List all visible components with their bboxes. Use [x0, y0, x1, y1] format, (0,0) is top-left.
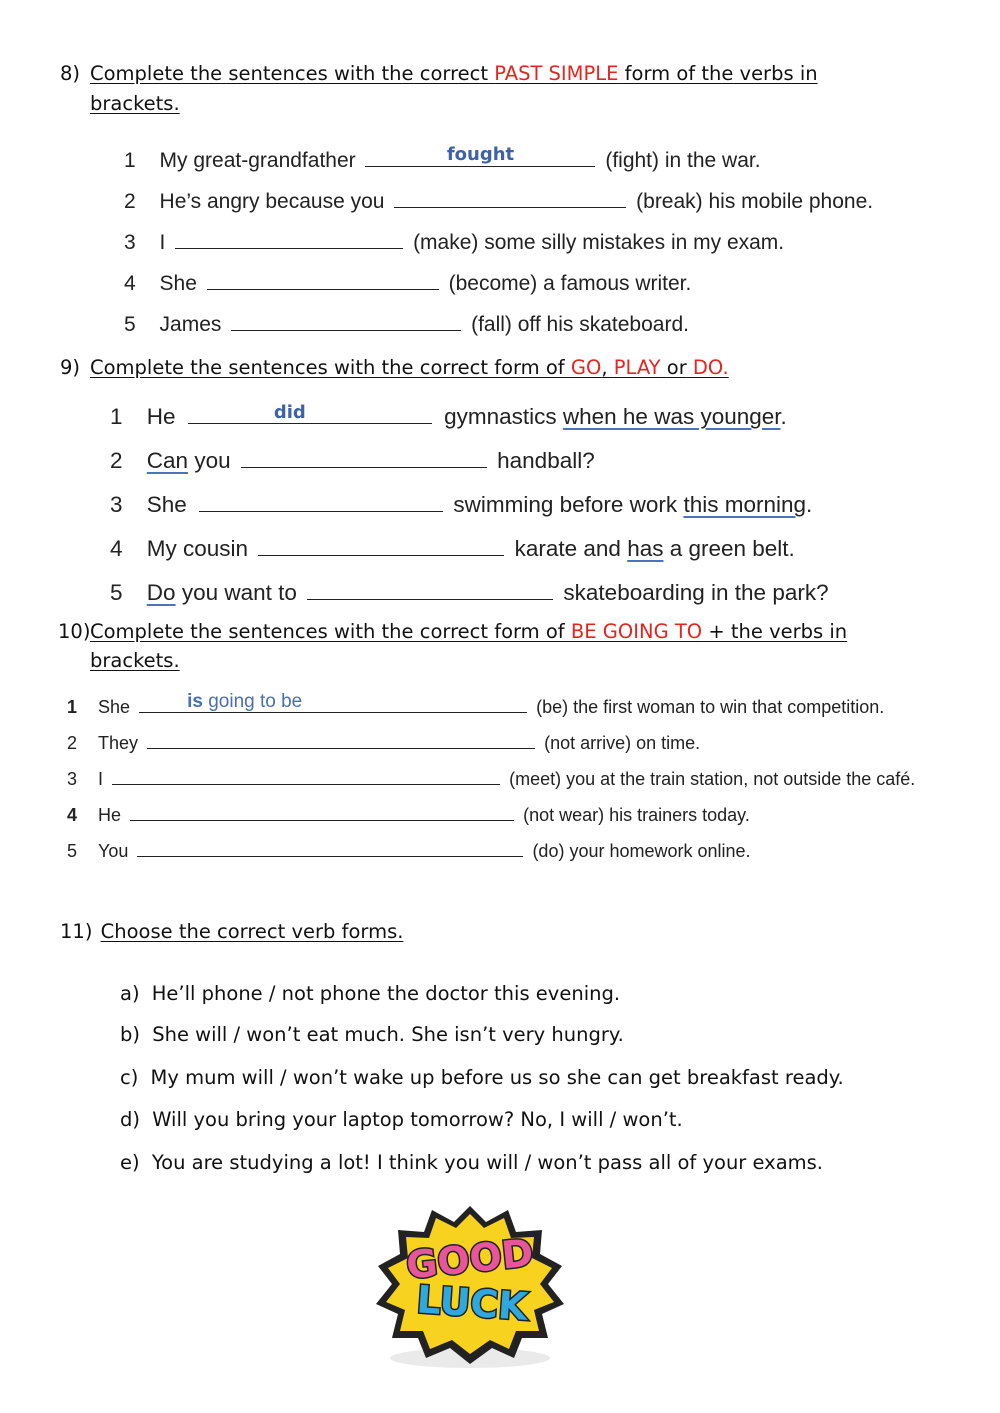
sentence-end: gymnastics	[444, 404, 563, 429]
answer-blank[interactable]	[147, 731, 535, 749]
underlined-phrase: this morning	[683, 492, 806, 517]
q9-number: 9)	[60, 356, 81, 379]
q11-number: 11)	[60, 920, 93, 943]
q11-item-e	[120, 1151, 823, 1174]
sentence-end: (break) his mobile phone.	[636, 190, 874, 213]
item-text[interactable]: He’ll phone / not phone the doctor this evening.	[151, 982, 621, 1005]
sentence-end: (fight) in the war.	[605, 149, 761, 172]
answer-blank[interactable]	[241, 443, 487, 468]
sentence-start: She	[98, 697, 131, 717]
q9-heading	[60, 356, 80, 379]
sentence-start: you want to	[181, 580, 297, 605]
sentence-period: .	[806, 492, 813, 517]
item-number: 2	[124, 190, 136, 213]
q9-item-5	[110, 575, 829, 606]
answer-blank[interactable]	[112, 767, 500, 785]
sentence-start: She	[159, 272, 197, 295]
underlined-word: Can	[146, 448, 189, 473]
item-number: 1	[110, 404, 123, 429]
filled-answer: fought	[446, 144, 515, 165]
q9-item-2	[110, 443, 595, 474]
logo-word-luck: LUCK	[415, 1277, 530, 1329]
item-label: d)	[120, 1108, 140, 1131]
underlined-phrase: when he was younger	[562, 404, 781, 429]
sentence-start: you	[194, 448, 231, 473]
answer-blank[interactable]	[175, 226, 403, 249]
q10-instruction-brackets: brackets.	[90, 649, 180, 672]
item-text[interactable]: She will / won’t eat much. She isn’t very hungry.	[152, 1023, 624, 1046]
q8-instruction-text: Complete the sentences with the correct	[90, 62, 495, 85]
q8-number: 8)	[60, 62, 81, 85]
item-number: 3	[124, 231, 136, 254]
underlined-word: Do	[146, 580, 176, 605]
sentence-start: You	[98, 841, 129, 861]
q9-item-1	[110, 399, 787, 430]
q8-instruction-brackets: brackets.	[90, 92, 180, 115]
q8-heading	[60, 62, 80, 85]
sentence-end: (be) the first woman to win that competition.	[536, 697, 885, 717]
q8-item-2	[124, 185, 873, 214]
sentence-start: They	[98, 733, 139, 753]
item-number: 4	[67, 805, 78, 825]
logo-word-good: GOOD	[404, 1230, 536, 1288]
q8-instruction-line1	[90, 62, 818, 85]
q10-keyword: BE GOING TO	[570, 620, 703, 643]
q10-heading	[58, 620, 90, 643]
sentence-start: My great-grandfather	[159, 149, 356, 172]
q10-instruction-text: Complete the sentences with the correct form of	[90, 620, 571, 643]
item-text[interactable]: Will you bring your laptop tomorrow? No, I will / won’t.	[152, 1108, 683, 1131]
answer-blank[interactable]	[394, 185, 626, 208]
item-number: 4	[110, 536, 123, 561]
item-number: 2	[110, 448, 123, 473]
answer-blank[interactable]	[137, 839, 523, 857]
item-text[interactable]: My mum will / won’t wake up before us so she can get breakfast ready.	[150, 1066, 844, 1089]
q9-item-4	[110, 531, 795, 562]
q8-item-4	[124, 267, 691, 296]
q10-item-2	[67, 731, 700, 754]
q11-item-a	[120, 982, 620, 1005]
answer-blank[interactable]	[130, 803, 514, 821]
q9-or: or	[666, 356, 687, 379]
sentence-start: He	[98, 805, 122, 825]
q10-item-1	[67, 691, 885, 718]
sentence-end: (fall) off his skateboard.	[471, 313, 689, 336]
sentence-end: skateboarding in the park?	[563, 580, 829, 605]
answer-blank[interactable]	[188, 399, 432, 424]
q8-item-3	[124, 226, 784, 255]
item-number: 5	[67, 841, 78, 861]
underlined-word: has	[627, 536, 664, 561]
item-text[interactable]: You are studying a lot! I think you will / won’t pass all of your exams.	[151, 1151, 824, 1174]
item-number: 2	[67, 733, 78, 753]
answer-blank[interactable]	[199, 487, 443, 512]
item-label: c)	[120, 1066, 139, 1089]
q11-item-c	[120, 1066, 844, 1089]
q9-period: .	[722, 356, 729, 379]
q9-keyword-do: DO	[692, 356, 723, 379]
q8-item-5	[124, 308, 689, 337]
q8-instruction-text-end: form of the verbs in	[618, 62, 818, 85]
sentence-start: He’s angry because you	[159, 190, 385, 213]
item-number: 3	[110, 492, 123, 517]
item-number: 3	[67, 769, 78, 789]
item-number: 5	[124, 313, 136, 336]
item-number: 4	[124, 272, 136, 295]
answer-blank[interactable]	[231, 308, 461, 331]
q11-item-b	[120, 1023, 624, 1046]
answer-blank[interactable]	[258, 531, 504, 556]
item-number: 1	[67, 697, 78, 717]
q10-item-4	[67, 803, 750, 826]
q11-heading	[60, 920, 403, 943]
filled-answer: did	[273, 402, 306, 423]
sentence-end: (meet) you at the train station, not outside the café.	[509, 769, 916, 789]
sentence-period: .	[780, 404, 787, 429]
answer-blank[interactable]	[307, 575, 553, 600]
q10-instruction-text-end: + the verbs in	[702, 620, 848, 643]
answer-rest: going to be	[202, 691, 303, 712]
good-luck-logo	[370, 1200, 570, 1380]
item-label: b)	[120, 1023, 140, 1046]
answer-bold: is	[187, 691, 203, 712]
item-label: a)	[120, 982, 140, 1005]
q10-item-3	[67, 767, 915, 790]
q8-keyword: PAST SIMPLE	[494, 62, 619, 85]
answer-blank[interactable]	[139, 691, 527, 713]
sentence-end: (do) your homework online.	[532, 841, 751, 861]
q9-comma: ,	[601, 356, 608, 379]
q11-instruction: Choose the correct verb forms.	[100, 920, 404, 943]
sentence-end: handball?	[497, 448, 595, 473]
sentence-end: (not wear) his trainers today.	[523, 805, 750, 825]
sentence-start: My cousin	[146, 536, 249, 561]
sentence-start: He	[146, 404, 176, 429]
q9-keyword-play: PLAY	[613, 356, 661, 379]
q10-instruction-line2	[90, 649, 180, 672]
filled-answer	[139, 691, 527, 713]
q10-number: 10)	[58, 620, 91, 643]
item-number: 1	[124, 149, 136, 172]
sentence-end-rest: a green belt.	[663, 536, 795, 561]
sentence-start: She	[146, 492, 187, 517]
q11-item-d	[120, 1108, 683, 1131]
q9-keyword-go: GO	[570, 356, 602, 379]
item-label: e)	[120, 1151, 140, 1174]
item-number: 5	[110, 580, 123, 605]
q9-item-3	[110, 487, 812, 518]
q8-item-1	[124, 144, 761, 173]
sentence-start: I	[98, 769, 104, 789]
q10-instruction-line1	[90, 620, 847, 643]
q8-instruction-line2	[90, 92, 180, 115]
sentence-end: (not arrive) on time.	[544, 733, 701, 753]
sentence-end: karate and	[514, 536, 628, 561]
q9-instruction	[90, 356, 729, 379]
sentence-end: swimming before work	[453, 492, 684, 517]
answer-blank[interactable]	[365, 144, 595, 167]
sentence-end: (become) a famous writer.	[448, 272, 692, 295]
answer-blank[interactable]	[207, 267, 439, 290]
sentence-end: (make) some silly mistakes in my exam.	[413, 231, 785, 254]
q9-instruction-text: Complete the sentences with the correct form of	[90, 356, 571, 379]
q10-item-5	[67, 839, 751, 862]
sentence-start: James	[159, 313, 222, 336]
sentence-start: I	[159, 231, 166, 254]
